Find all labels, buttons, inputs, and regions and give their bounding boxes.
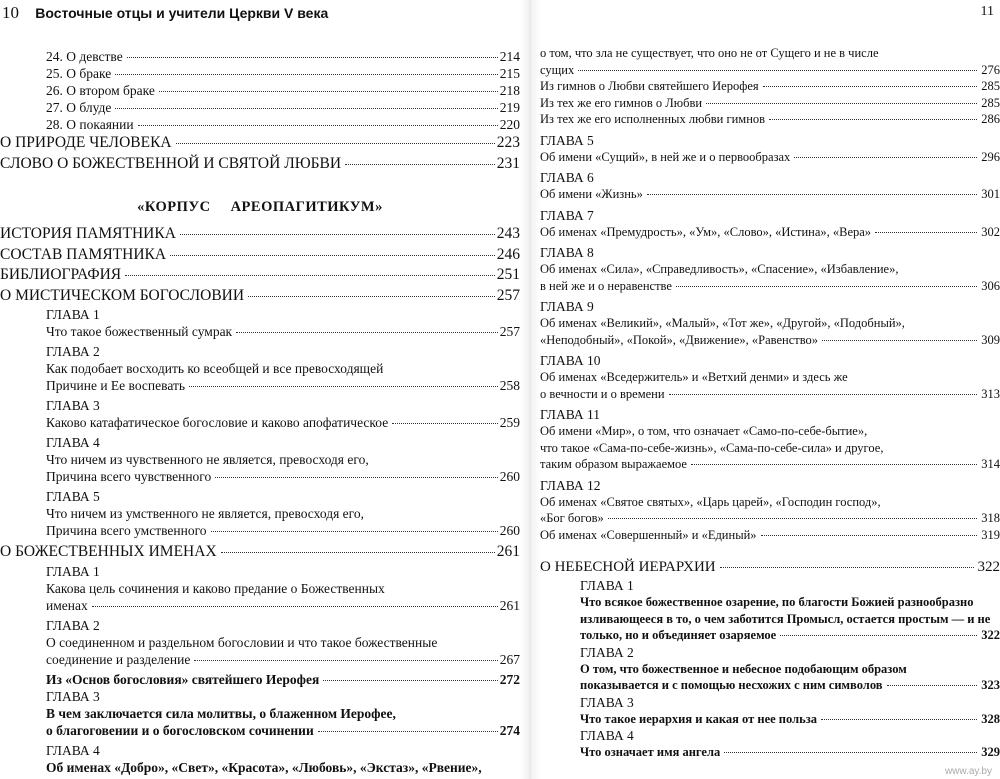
chapter-heading: ГЛАВА 5 — [540, 132, 594, 148]
toc-entry-title: Из тех же его исполненных любви гимнов — [540, 112, 766, 126]
dot-leader — [875, 232, 977, 233]
toc-entry-title: сущих — [540, 62, 575, 77]
toc-entry — [540, 510, 1000, 527]
toc-page-number: 328 — [981, 711, 1000, 726]
toc-entry-title: О ПРИРОДЕ ЧЕЛОВЕКА — [0, 133, 174, 154]
chapter-heading: ГЛАВА 2 — [46, 344, 100, 359]
chapter-title-last: Об именах «Совершенный» и «Единый» — [540, 527, 757, 542]
chapter-title-last: «Неподобный», «Покой», «Движение», «Равенство» — [540, 332, 819, 347]
toc-page-number: 329 — [981, 745, 1000, 759]
toc-section — [0, 154, 520, 175]
toc-page-number: 214 — [499, 49, 520, 64]
toc-page-number: 323 — [981, 678, 1000, 692]
chapter-heading: ГЛАВА 7 — [540, 207, 594, 223]
toc-entry — [540, 62, 1000, 79]
toc-entry — [0, 116, 520, 133]
toc-entry — [540, 278, 1000, 295]
toc-section — [0, 542, 520, 563]
dot-leader — [138, 125, 498, 126]
chapter-title-line: Как подобает восходить ко всеобщей и все превосходящей — [46, 361, 384, 376]
chapter-heading: ГЛАВА 3 — [46, 688, 100, 704]
chapter-title-line: изливающееся в то, о чем заботится Промысл, остается простым — и не — [580, 611, 991, 626]
dot-leader — [769, 119, 977, 120]
dot-leader — [794, 157, 977, 158]
toc-section — [0, 245, 520, 266]
chapter-title-line: Об именах «Добро», «Свет», «Красота», «Любовь», «Экстаз», «Рвение», — [46, 759, 482, 775]
chapter-title-last: Что такое божественный сумрак — [46, 324, 233, 339]
toc-page-number: 302 — [981, 224, 1000, 239]
toc-entry — [540, 711, 1000, 728]
toc-entry — [540, 111, 1000, 128]
toc-entry — [0, 522, 520, 539]
chapter-title-line: о том, что зла не существует, что оно не от Сущего и не в числе — [540, 46, 879, 60]
toc-entry-title: Из гимнов о Любви святейшего Иерофея — [540, 79, 759, 93]
toc-entry-title: 28. О покаянии — [46, 117, 134, 132]
chapter-heading: ГЛАВА 1 — [46, 307, 100, 322]
toc-entry — [540, 332, 1000, 349]
chapter-title-line: что такое «Сама-по-себе-жизнь», «Сама-по-себе-сила» и другое, — [540, 440, 884, 455]
chapter-title-line: Об именах «Сила», «Справедливость», «Спасение», «Избавление», — [540, 262, 899, 276]
right-page-number: 11 — [980, 4, 994, 19]
toc-entry — [540, 149, 1000, 166]
toc-entry — [540, 527, 1000, 544]
toc-page-number: 257 — [499, 324, 520, 339]
dot-leader — [189, 386, 498, 387]
corpus-heading — [0, 199, 520, 216]
toc-entry-title: О МИСТИЧЕСКОМ БОГОСЛОВИИ — [0, 286, 246, 307]
toc-page-number: 301 — [981, 187, 1000, 201]
chapter-title-line: Об имени «Мир», о том, что означает «Само-по-себе-бытие», — [540, 424, 868, 438]
toc-entry — [0, 722, 520, 739]
dot-leader — [887, 685, 978, 686]
dot-leader — [194, 660, 497, 661]
toc-entry — [0, 377, 520, 394]
chapter-title-last: в ней же и о неравенстве — [540, 278, 672, 293]
toc-entry-title: 24. О девстве — [46, 49, 123, 64]
chapter-title-last: «Бог богов» — [540, 511, 604, 525]
dot-leader — [761, 535, 978, 536]
toc-section — [0, 286, 520, 307]
chapter-heading: ГЛАВА 11 — [540, 407, 600, 422]
right-toc — [540, 45, 1000, 761]
dot-leader — [669, 394, 978, 395]
chapter-title-last: Причине и Ее воспевать — [46, 378, 186, 393]
toc-page-number: 313 — [981, 386, 1000, 401]
chapter-heading: ГЛАВА 9 — [540, 299, 594, 314]
toc-page-number: 319 — [981, 527, 1000, 542]
chapter-title-line: Что ничем из чувственного не является, превосходя его, — [46, 452, 369, 467]
dot-leader — [115, 108, 497, 109]
toc-section — [0, 265, 520, 286]
right-page — [540, 0, 1000, 779]
toc-entry — [540, 677, 1000, 694]
toc-entry — [0, 323, 520, 340]
dot-leader — [706, 103, 977, 104]
chapter-title-last: Что означает имя ангела — [580, 745, 721, 759]
dot-leader — [236, 332, 498, 333]
toc-entry — [540, 744, 1000, 761]
toc-page-number: 220 — [499, 117, 520, 132]
toc-entry-title: СОСТАВ ПАМЯТНИКА — [0, 245, 168, 266]
chapter-title-line: Об именах «Великий», «Малый», «Тот же», «Другой», «Подобный», — [540, 316, 905, 330]
dot-leader — [127, 57, 498, 58]
left-page-header — [2, 3, 328, 23]
toc-page-number: 309 — [981, 332, 1000, 347]
dot-leader — [221, 552, 495, 553]
dot-leader — [159, 91, 498, 92]
chapter-heading: ГЛАВА 6 — [540, 170, 594, 185]
dot-leader — [578, 70, 977, 71]
dot-leader — [821, 719, 977, 720]
dot-leader — [720, 567, 974, 568]
toc-entry — [540, 627, 1000, 644]
toc-page-number: 260 — [499, 469, 520, 484]
chapter-heading: ГЛАВА 3 — [46, 398, 100, 413]
corpus-heading-word: АРЕОПАГИТИКУМ» — [230, 199, 383, 215]
chapter-heading: ГЛАВА 10 — [540, 353, 601, 368]
dot-leader — [345, 164, 495, 165]
toc-entry-title: О БОЖЕСТВЕННЫХ ИМЕНАХ — [0, 542, 219, 563]
toc-page-number: 261 — [499, 597, 520, 613]
chapter-heading: ГЛАВА 1 — [46, 563, 100, 579]
toc-page-number: 246 — [496, 245, 520, 263]
toc-page-number: 306 — [981, 278, 1000, 293]
dot-leader — [647, 194, 977, 195]
toc-page-number: 286 — [981, 112, 1000, 126]
toc-entry — [540, 386, 1000, 403]
left-toc — [0, 48, 520, 776]
toc-entry — [0, 82, 520, 99]
chapter-title-last: Причина всего чувственного — [46, 469, 212, 484]
toc-page-number: 251 — [496, 266, 520, 283]
dot-leader — [822, 340, 977, 341]
toc-page-number: 259 — [499, 415, 520, 430]
chapter-title-last: Из «Основ богословия» святейшего Иерофея — [46, 671, 320, 687]
chapter-title-last: только, но и объединяет озаряемое — [580, 628, 777, 642]
dot-leader — [724, 752, 977, 753]
chapter-title-last: о вечности и о времени — [540, 386, 665, 401]
toc-page-number: 260 — [499, 523, 520, 538]
toc-section — [540, 557, 1000, 577]
dot-leader — [780, 635, 977, 636]
chapter-title-line: О том, что божественное и небесное подобающим образом — [580, 661, 907, 676]
chapter-title-last: Об имени «Сущий», в ней же и о первообразах — [540, 149, 791, 164]
dot-leader — [676, 286, 977, 287]
chapter-heading: ГЛАВА 8 — [540, 245, 594, 260]
dot-leader — [115, 74, 498, 75]
toc-entry — [540, 224, 1000, 241]
toc-page-number: 215 — [499, 66, 520, 81]
chapter-title-last: показывается и с помощью несхожих с ним символов — [580, 678, 883, 692]
dot-leader — [392, 423, 498, 424]
toc-page-number: 243 — [496, 225, 520, 242]
toc-page-number: 274 — [499, 722, 520, 738]
left-page-number: 10 — [2, 3, 19, 22]
toc-page-number: 218 — [499, 83, 520, 98]
chapter-title-line: В чем заключается сила молитвы, о блаженном Иерофее, — [46, 705, 396, 721]
chapter-title-last: таким образом выражаемое — [540, 457, 687, 471]
dot-leader — [248, 296, 495, 297]
toc-page-number: 296 — [981, 149, 1000, 164]
toc-page-number: 261 — [496, 543, 520, 560]
running-title: Восточные отцы и учители Церкви V века — [35, 5, 329, 21]
chapter-title-line: О соединенном и раздельном богословии и что такое божественные — [46, 634, 438, 650]
chapter-heading: ГЛАВА 12 — [540, 477, 601, 493]
toc-entry-title: СЛОВО О БОЖЕСТВЕННОЙ И СВЯТОЙ ЛЮБВИ — [0, 154, 343, 175]
book-gutter — [520, 0, 540, 779]
toc-page-number: 322 — [981, 628, 1000, 642]
chapter-title-last: Об именах «Премудрость», «Ум», «Слово», «Истина», «Вера» — [540, 224, 872, 239]
toc-entry-title: 27. О блуде — [46, 100, 112, 115]
chapter-title-last: именах — [46, 597, 88, 613]
toc-entry — [540, 186, 1000, 203]
toc-section — [0, 224, 520, 245]
toc-entry — [0, 597, 520, 614]
chapter-title-line: Какова цель сочинения и каково предание о Божественных — [46, 580, 385, 596]
toc-entry-title: 25. О браке — [46, 66, 112, 81]
toc-section — [0, 133, 520, 154]
dot-leader — [215, 477, 497, 478]
toc-page-number: 318 — [981, 511, 1000, 525]
chapter-title-line: Об именах «Святое святых», «Царь царей», «Господин господ», — [540, 494, 881, 509]
chapter-heading: ГЛАВА 2 — [580, 644, 634, 660]
chapter-heading: ГЛАВА 3 — [580, 694, 634, 710]
corpus-heading-word: «КОРПУС — [137, 199, 211, 215]
toc-entry-title: ИСТОРИЯ ПАМЯТНИКА — [0, 224, 178, 245]
dot-leader — [318, 731, 498, 732]
toc-page-number: 276 — [981, 62, 1000, 77]
watermark: www.ay.by — [944, 766, 992, 777]
toc-entry — [0, 99, 520, 116]
chapter-heading: ГЛАВА 5 — [46, 489, 100, 504]
chapter-title-last: Причина всего умственного — [46, 523, 207, 538]
toc-page-number: 322 — [977, 559, 1000, 575]
dot-leader — [92, 606, 498, 607]
chapter-title-last: Каково катафатическое богословие и каково апофатическое — [46, 415, 389, 430]
dot-leader — [170, 255, 495, 256]
chapter-title-last: Что такое иерархия и какая от нее польза — [580, 711, 817, 726]
toc-entry — [0, 468, 520, 485]
toc-page-number: 272 — [499, 671, 520, 687]
dot-leader — [763, 86, 978, 87]
chapter-heading: ГЛАВА 1 — [580, 578, 634, 593]
toc-entry-title: 26. О втором браке — [46, 83, 155, 98]
toc-entry — [0, 651, 520, 668]
toc-page-number: 257 — [496, 286, 520, 304]
dot-leader — [180, 234, 495, 235]
chapter-title-last: о благоговении и о богословском сочинении — [46, 722, 314, 738]
chapter-heading: ГЛАВА 4 — [580, 728, 634, 743]
chapter-heading: ГЛАВА 4 — [46, 742, 100, 758]
toc-page-number: 285 — [981, 79, 1000, 93]
toc-entry-title: Из тех же его гимнов о Любви — [540, 95, 703, 110]
toc-entry-title: БИБЛИОГРАФИЯ — [0, 265, 123, 286]
chapter-title-line: Что ничем из умственного не является, превосходя его, — [46, 506, 364, 521]
toc-page-number: 258 — [499, 378, 520, 393]
toc-entry — [0, 671, 520, 688]
dot-leader — [323, 680, 498, 681]
dot-leader — [691, 464, 977, 465]
chapter-title-line: Об именах «Вседержитель» и «Ветхий денми» и здесь же — [540, 370, 848, 384]
toc-page-number: 314 — [981, 457, 1000, 471]
chapter-title-line: Что всякое божественное озарение, по благости Божией разнообразно — [580, 595, 974, 609]
dot-leader — [125, 275, 495, 276]
dot-leader — [211, 531, 498, 532]
toc-entry — [540, 78, 1000, 95]
toc-entry-title: О НЕБЕСНОЙ ИЕРАРХИИ — [540, 559, 716, 575]
chapter-title-last: Об имени «Жизнь» — [540, 187, 643, 201]
chapter-heading: ГЛАВА 2 — [46, 617, 100, 633]
toc-page-number: 285 — [981, 95, 1000, 110]
chapter-title-last: соединение и разделение — [46, 651, 191, 667]
dot-leader — [176, 143, 495, 144]
toc-entry — [540, 456, 1000, 473]
toc-page-number: 231 — [496, 154, 520, 172]
toc-page-number: 267 — [499, 651, 520, 667]
toc-page-number: 219 — [499, 100, 520, 115]
toc-page-number: 223 — [496, 134, 520, 151]
toc-entry — [0, 48, 520, 65]
toc-entry — [0, 414, 520, 431]
dot-leader — [608, 518, 977, 519]
toc-entry — [540, 95, 1000, 112]
toc-entry — [0, 65, 520, 82]
chapter-heading: ГЛАВА 4 — [46, 435, 100, 450]
